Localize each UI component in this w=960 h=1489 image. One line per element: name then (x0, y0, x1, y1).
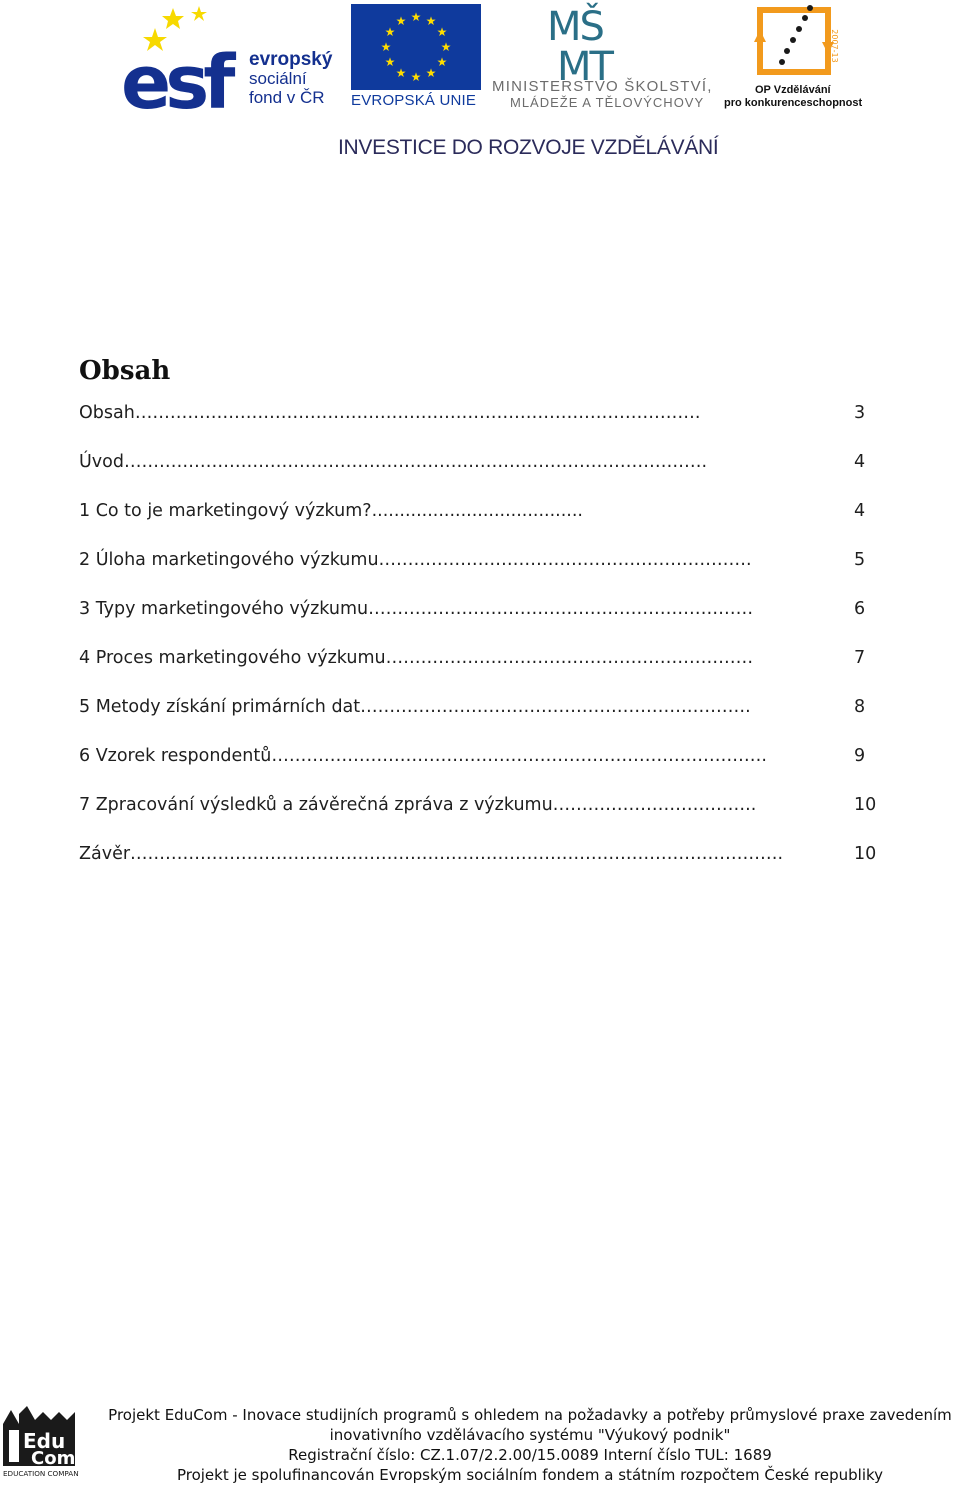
toc-entry-page: 6 (854, 599, 866, 619)
toc-entry-label: 5 Metody získání primárních dat…………………………………………………………. (79, 697, 751, 717)
op-line1: OP Vzdělávání (755, 84, 831, 96)
toc-entry-page: 3 (854, 403, 866, 423)
toc-entry-label: Obsah……………………………………………………………………………………. (79, 403, 701, 423)
toc-entry-page: 7 (854, 648, 866, 668)
toc-entry-label: 7 Zpracování výsledků a závěrečná zpráva z výzkumu…………………………….. (79, 795, 757, 815)
educom-logo (3, 1406, 79, 1478)
footer-line3: Registrační číslo: CZ.1.07/2.2.00/15.0089 Interní číslo TUL: 1689 (288, 1446, 772, 1464)
svg-text:★: ★ (395, 66, 407, 80)
toc-entry-page: 5 (854, 550, 866, 570)
toc-entry-label: 2 Úloha marketingového výzkumu………………………………………………………. (79, 550, 752, 570)
toc-entry[interactable] (79, 449, 879, 498)
toc-entry[interactable] (79, 498, 879, 547)
esf-mark-icon (121, 4, 243, 110)
svg-text:★: ★ (384, 55, 396, 69)
toc-entry-page: 4 (854, 501, 866, 521)
footer-line2: inovativního vzdělávacího systému "Výukový podnik" (329, 1426, 731, 1444)
toc-entry[interactable] (79, 596, 879, 645)
esf-line1: evropský (249, 49, 333, 70)
educom-factory-icon (3, 1406, 79, 1478)
svg-text:★: ★ (436, 25, 448, 39)
toc-entry[interactable] (79, 694, 879, 743)
eu-logo (351, 4, 481, 110)
svg-text:★: ★ (395, 14, 407, 28)
svg-text:★: ★ (410, 10, 422, 24)
esf-line2: sociální (249, 69, 307, 88)
msmt-mark-icon (547, 2, 657, 82)
svg-text:Com: Com (31, 1448, 76, 1469)
svg-text:EDUCATION COMPANY: EDUCATION COMPANY (3, 1469, 79, 1478)
msmt-logo (492, 2, 722, 110)
svg-text:★: ★ (384, 25, 396, 39)
toc-entry-label: Úvod………………………………………………………………………………………. (79, 452, 708, 472)
toc-entry[interactable] (79, 743, 879, 792)
footer-line1: Projekt EduCom - Inovace studijních programů s ohledem na požadavky a potřeby průmyslové praxe zavedením (108, 1406, 952, 1424)
toc-entry-label: Závěr…………………………………………………………………………………………………. (79, 844, 784, 864)
eu-label: EVROPSKÁ UNIE (351, 92, 477, 109)
investice-slogan: INVESTICE DO ROZVOJE VZDĚLÁVÁNÍ (338, 136, 719, 159)
eu-flag-icon (351, 4, 481, 90)
footer-line4: Projekt je spolufinancován Evropským sociálním fondem a státním rozpočtem České republiky (176, 1466, 884, 1484)
esf-label (249, 50, 332, 107)
svg-text:★: ★ (436, 55, 448, 69)
svg-text:MŠ: MŠ (547, 4, 603, 50)
toc-entry[interactable] (79, 547, 879, 596)
esf-logo (121, 4, 343, 110)
esf-line3: fond v ČR (249, 88, 325, 107)
svg-text:★: ★ (410, 70, 422, 84)
svg-text:★: ★ (425, 14, 437, 28)
op-vzdelavani-logo (724, 2, 869, 110)
page-title: Obsah (79, 356, 171, 386)
svg-text:★: ★ (425, 66, 437, 80)
msmt-line2: MLÁDEŽE A TĚLOVÝCHOVY (510, 95, 705, 110)
toc-entry-page: 4 (854, 452, 866, 472)
toc-entry-label: 1 Co to je marketingový výzkum?...................................... (79, 501, 583, 521)
toc-entry[interactable] (79, 645, 879, 694)
toc-entry-page: 10 (854, 795, 877, 815)
toc-entry-page: 9 (854, 746, 866, 766)
footer-project-info (100, 1405, 960, 1485)
toc-entry-page: 10 (854, 844, 877, 864)
op-line2: pro konkurenceschopnost (724, 97, 863, 109)
toc-entry[interactable] (79, 400, 879, 449)
msmt-line1: MINISTERSTVO ŠKOLSTVÍ, (492, 78, 713, 95)
svg-text:★: ★ (440, 40, 452, 54)
toc-entry[interactable] (79, 792, 879, 841)
toc-entry[interactable] (79, 841, 879, 890)
table-of-contents (79, 400, 879, 890)
svg-text:2007-13: 2007-13 (830, 29, 839, 63)
toc-entry-label: 4 Proces marketingového výzkumu……………………………………………………… (79, 648, 754, 668)
svg-text:MT: MT (557, 44, 612, 82)
op-mark-icon (724, 2, 869, 84)
toc-entry-page: 8 (854, 697, 866, 717)
svg-text:★: ★ (380, 40, 392, 54)
toc-entry-label: 3 Typy marketingového výzkumu………………………………………………………… (79, 599, 754, 619)
svg-text:esf: esf (121, 40, 230, 110)
toc-entry-label: 6 Vzorek respondentů…………………………………………………………………………. (79, 746, 767, 766)
svg-text:Edu: Edu (23, 1429, 66, 1453)
